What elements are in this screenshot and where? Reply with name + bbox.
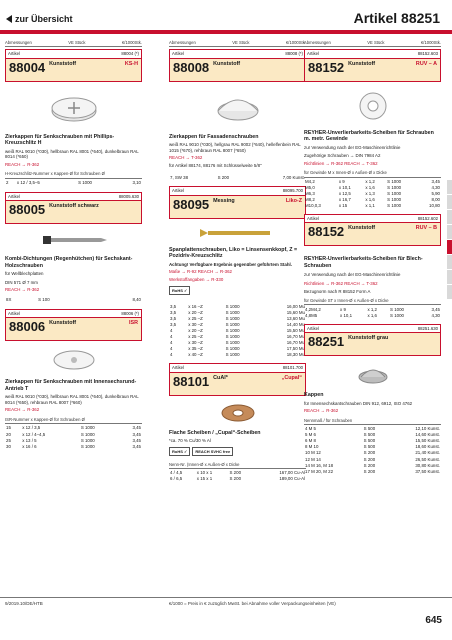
- text-label: S 1000: [80, 443, 95, 449]
- text-label: 7,00 Kunst.: [282, 174, 305, 180]
- article-box-88152-b[interactable]: [304, 214, 441, 246]
- text-label: €/1000Stk.: [420, 40, 441, 45]
- screw-image: [169, 225, 306, 241]
- text-label: 8,40: [132, 297, 141, 303]
- footer-edition: 9/2019.10/DE/HTB: [5, 601, 43, 606]
- cap-image: [304, 362, 441, 386]
- text-label: H-Kreuzschlitz-Nummer x Kappen-Ø für Schrauben Ø: [5, 170, 142, 178]
- text-label: 88005.630: [118, 193, 139, 199]
- type-code: KS-H: [124, 60, 138, 67]
- back-label: zur Übersicht: [15, 14, 73, 24]
- text-label: 12,10 Kunst.: [415, 426, 440, 432]
- table-row: [169, 352, 306, 358]
- text-label: x 10,1: [340, 312, 353, 318]
- text-label: Kunststoff schwarz: [49, 203, 99, 210]
- text-label: M10,0,3: [305, 203, 321, 209]
- back-to-overview-link[interactable]: [6, 14, 73, 24]
- text-label: Kunststoff: [348, 225, 376, 232]
- text-label: x 25 –Z: [188, 334, 203, 340]
- text-label: 88152: [308, 224, 345, 240]
- text-label: 37,50 Kunst.: [415, 468, 440, 474]
- text-label: x 35 –Z: [188, 346, 203, 352]
- text-label: x 13 / 5: [22, 437, 37, 443]
- text-label: M4,2: [305, 178, 315, 184]
- text-label[interactable]: Maße → R-92 REACH → R-362: [169, 269, 232, 275]
- text-label: 6 M 8: [305, 438, 316, 444]
- text-label: Artikel: [8, 51, 20, 57]
- text-label: S 1000: [225, 328, 240, 334]
- material: Kunststoff: [49, 60, 77, 67]
- table-row: [169, 476, 306, 482]
- text-label: 88101: [173, 373, 210, 389]
- text-label: x 1,6: [365, 184, 375, 190]
- text-label: x 10 x 1: [196, 470, 213, 476]
- table-row: [169, 174, 306, 180]
- text-label: 88251: [308, 333, 345, 349]
- text-label: DIN 571 Ø 7 mm: [5, 279, 38, 285]
- text-label: x 16 / 6: [22, 443, 37, 449]
- text-label: REYHER-Unverlierbarkeits-Scheiben für Schrauben m. metr. Gewinde: [304, 129, 434, 143]
- text-label: 18,30 Mu: [286, 352, 305, 358]
- text-label: VE Stück: [367, 40, 385, 45]
- section-title: Zierkappen für Senkschrauben mit Phillips-Kreuzschlitz H: [5, 133, 115, 147]
- text-label: 189,00 Cu-Al: [279, 476, 305, 482]
- text-label: S 1000: [387, 203, 402, 209]
- text-label: x 9: [340, 306, 346, 312]
- text-label: x 1,6: [367, 312, 377, 318]
- text-label: 4: [170, 340, 173, 346]
- text-label: €/1000Stk.: [285, 40, 306, 45]
- washer-image: [304, 88, 441, 124]
- text-label: für Gewinde ST x Innen-Ø x Außen-Ø x Dicke: [304, 297, 441, 305]
- text-label: zur Verwendung nach der EG-Maschinenrichtlinie: [304, 144, 401, 150]
- text-label: 88005: [9, 202, 46, 218]
- text-label: 4,30: [431, 184, 440, 190]
- text-label: S 200: [229, 476, 242, 482]
- reach-link[interactable]: REACH → R-362: [5, 161, 40, 167]
- text-label: 5,90: [431, 191, 440, 197]
- text-label: Artikel: [307, 216, 319, 222]
- text-label: 4,2M4,2: [305, 306, 321, 312]
- text-label: x 30 –Z: [188, 321, 203, 327]
- text-label: S 1000: [78, 179, 92, 185]
- text-label: 3,45: [132, 443, 141, 449]
- text-label: Artikel: [307, 51, 319, 57]
- cap-image: [169, 88, 306, 128]
- data-table: [304, 306, 441, 318]
- text-label: 17,50 Mu: [286, 346, 305, 352]
- text-label: Kunststoff: [213, 60, 241, 67]
- text-label[interactable]: REACH → R-362: [304, 408, 339, 414]
- text-label: S 1000: [387, 191, 402, 197]
- text-label: ISR: [129, 320, 138, 327]
- text-label: 167,00 Cu-Al: [279, 470, 305, 476]
- text-label: S 200: [363, 462, 376, 468]
- table-row: [5, 443, 142, 449]
- cap-image: [5, 88, 142, 128]
- text-label: Kunststoff: [348, 60, 376, 67]
- text-label: S 1000: [387, 178, 402, 184]
- text-label: x 20 –Z: [188, 328, 203, 334]
- text-label: Artikel: [8, 310, 20, 316]
- text-label: M8,2: [305, 197, 315, 203]
- text-label: 15,50 Kunst.: [415, 438, 440, 444]
- article-box-88101[interactable]: [169, 363, 306, 395]
- washer-image: [169, 402, 306, 424]
- text-label: 88152.602: [417, 216, 438, 222]
- text-label: 4: [170, 328, 173, 334]
- footer-price-note: €/1000 = Preis in € zuzüglich MwSt. bei Abnahme voller Verpackungseinheiten (VE): [169, 601, 336, 606]
- text-label: S 200: [363, 468, 376, 474]
- text-label: 3,5: [170, 315, 177, 321]
- text-label: S 1000: [225, 334, 240, 340]
- text-label: x 10,1: [338, 184, 351, 190]
- text-label: für Gewinde M x Innen-Ø x Außen-Ø x Dicke: [304, 169, 441, 177]
- page-title: Artikel 88251: [353, 10, 440, 26]
- rohs-badge: RoHS ✓: [169, 286, 190, 295]
- text-label: Abmessungen: [169, 40, 196, 45]
- text-label: 4,30: [431, 312, 440, 318]
- text-label: Messing: [213, 197, 235, 204]
- text-label: S 1000: [225, 309, 240, 315]
- text-label: Artikel: [8, 193, 20, 199]
- text-label: 8X: [6, 297, 12, 303]
- text-label: 88095.700: [282, 188, 303, 194]
- reach-link[interactable]: REACH → R-362: [5, 407, 40, 413]
- text-label: x 9: [338, 178, 345, 184]
- screw-image: [5, 230, 142, 250]
- text-label: 16,70 Mu: [286, 340, 305, 346]
- text-label: Flache Scheiben / „Cupal“-Scheiben: [169, 429, 261, 436]
- text-label: S 1000: [80, 437, 95, 443]
- text-label: 4,8M5: [305, 312, 318, 318]
- text-label: weiß RAL 9010 (*030), hellgrau RAL 9002 (*640), hellelfenbein RAL 1015 (*670), rehbraun RAL 8007 (*650): [169, 142, 301, 153]
- text-label: Zierkappen für Fassadenschrauben: [169, 133, 259, 140]
- article-number: 88004: [9, 59, 46, 75]
- text-label: x 16 –Z: [188, 303, 203, 309]
- article-box-88008[interactable]: [169, 49, 306, 81]
- text-label: 88152: [308, 59, 345, 75]
- text-label: S 200: [363, 456, 376, 462]
- text-label: x 1,2: [365, 178, 375, 184]
- text-label: 88251.630: [417, 325, 438, 331]
- text-label: 13,60 Mu: [286, 315, 305, 321]
- table-row: [304, 312, 441, 318]
- text-label: x 20 –Z: [188, 309, 203, 315]
- text-label: x 12 / 3,5–5: [16, 179, 40, 185]
- article-box-88095[interactable]: [169, 186, 306, 218]
- text-label: S 1000: [225, 340, 240, 346]
- text-label: 3,5: [170, 321, 177, 327]
- article-box-88005[interactable]: [5, 192, 142, 224]
- text-label: für Innensechskantschrauben DIN 912, 6912, ISO 4762: [304, 400, 413, 406]
- rohs-badge: RoHS ✓: [169, 447, 190, 456]
- text-label: 15,50 Mu: [286, 328, 305, 334]
- text-label: 3,45: [132, 425, 141, 431]
- arrow-left-icon: [6, 15, 12, 23]
- text-label: S 200: [363, 450, 376, 456]
- side-index-tabs[interactable]: [447, 180, 452, 300]
- text-label: RUV – A: [415, 60, 437, 67]
- text-label: 3,45: [132, 431, 141, 437]
- text-label: 30: [6, 443, 11, 449]
- text-label: 88008 (*): [285, 51, 303, 57]
- text-label: x 1,3: [365, 191, 375, 197]
- text-label: 3,45: [431, 178, 440, 184]
- data-table: [5, 180, 142, 186]
- text-label: €/1000Stk.: [121, 40, 142, 45]
- footer-rule: [0, 597, 452, 598]
- text-label: 5 M 6: [305, 432, 316, 438]
- text-label: weiß RAL 9010 (*030), hellbraun RAL 8001 (*640), dunkelbraun RAL 8014 (*650), rehbraun RAL 8007 (*660): [5, 394, 139, 405]
- text-label: 10 M 12: [305, 450, 321, 456]
- text-label: S 1000: [225, 352, 240, 358]
- text-label: Kunststoff: [49, 320, 77, 327]
- text-label: S 500: [363, 438, 376, 444]
- text-label: S 500: [363, 444, 376, 450]
- text-label: x 16,7: [338, 197, 351, 203]
- data-table: [169, 303, 306, 358]
- text-label: 26,50 Kunst.: [415, 456, 440, 462]
- text-label: Nennmaß / für Schrauben: [304, 417, 441, 425]
- text-label: 17 M 20, M 22: [305, 468, 334, 474]
- text-label: x 1,1: [365, 203, 375, 209]
- text-label: 15,60 Mu: [286, 309, 305, 315]
- text-label: 88152.603: [417, 51, 438, 57]
- text-label: 88095: [173, 196, 210, 212]
- data-table: [169, 470, 306, 482]
- text-label: 6 / 6,5: [170, 476, 183, 482]
- text-label: Kappen: [304, 391, 324, 398]
- text-label: 14,60 Kunst.: [415, 432, 440, 438]
- text-label: für Artikel 88174, 88176 mit Schlüsselweite 5/8": [169, 162, 262, 168]
- text-label: ISR-Nummer x Kappen-Ø für Schrauben Ø: [5, 416, 142, 424]
- text-label: 88006: [9, 319, 46, 335]
- text-label: S 1000: [80, 425, 95, 431]
- text-label: x 25 –Z: [188, 315, 203, 321]
- table-row: [5, 297, 142, 303]
- text-label: 3,5: [170, 309, 177, 315]
- text-label: S 1000: [390, 312, 404, 318]
- text-label: REYHER-Unverlierbarkeits-Scheiben für Blech-Schrauben: [304, 256, 423, 270]
- text-label: weiß RAL 9010 (*030), hellbraun RAL 8001 (*640), dunkelbraun RAL 8014 (*650): [5, 148, 139, 160]
- text-label: Artikel: [307, 325, 319, 331]
- article-box-88006[interactable]: [5, 309, 142, 341]
- cap-image: [5, 347, 142, 373]
- text-label: 88006 (*): [121, 310, 139, 316]
- reach-link[interactable]: REACH → R-362: [5, 287, 40, 293]
- text-label: M5,0: [305, 184, 315, 190]
- text-label: VE Stück: [68, 40, 86, 45]
- data-table: [5, 425, 142, 449]
- text-label[interactable]: Richtlinien → R-362 REACH → T-362: [304, 281, 378, 287]
- text-label: „Cupal“: [281, 374, 302, 381]
- text-label: 3,5: [170, 303, 177, 309]
- text-label: 3,45: [132, 437, 141, 443]
- text-label: Liko-Z: [285, 197, 302, 204]
- text-label: x 12,5: [338, 191, 351, 197]
- text-label: S 1000: [225, 303, 240, 309]
- article-box-88251[interactable]: [304, 324, 441, 356]
- text-label: S 500: [363, 426, 376, 432]
- text-label: S 1000: [225, 321, 240, 327]
- text-label: Kunststoff grau: [348, 334, 389, 341]
- text-label: S 1000: [390, 306, 404, 312]
- text-label: M6,3: [305, 191, 315, 197]
- text-label: Artikel: [172, 188, 184, 194]
- table-row: [5, 180, 142, 186]
- text-label: für Wellblechplatten: [5, 271, 44, 277]
- text-label: RUV – B: [415, 225, 437, 232]
- text-label: 88008: [173, 59, 210, 75]
- text-label: 4: [170, 346, 173, 352]
- text-label: 16,00 Mu: [286, 303, 305, 309]
- header-rule: [0, 30, 452, 34]
- text-label: x 30 –Z: [188, 340, 203, 346]
- table-row: [304, 468, 441, 474]
- text-label: S 500: [363, 432, 376, 438]
- text-label: 30,80 Kunst.: [415, 462, 440, 468]
- text-label: Spanplattenschrauben, Liko = Linsensenkkopf, Z = Pozidriv-Kreuzschlitz: [169, 246, 298, 260]
- text-label[interactable]: Werkstoffangaben → R-330: [169, 276, 224, 282]
- text-label: zur Verwendung nach der EG-Maschinenrichtlinie: [304, 271, 401, 277]
- table-row: [304, 203, 441, 209]
- text-label: Artikel: [172, 51, 184, 57]
- text-label: 4 / 4,5: [170, 470, 183, 476]
- text-label: *ca. 70 % Cu/30 % Al: [169, 438, 211, 444]
- text-label: 15: [6, 425, 11, 431]
- text-label: 10,80: [429, 203, 440, 209]
- column-3: [304, 40, 441, 475]
- text-label: 14,40 Mu: [286, 321, 305, 327]
- data-table: [304, 426, 441, 475]
- data-table: [304, 179, 441, 209]
- table-row: [304, 462, 441, 468]
- text-label: Abmessungen: [304, 40, 331, 45]
- reach-badge: REACH SVHC free: [192, 447, 233, 456]
- text-label: 88004 (*): [121, 51, 139, 57]
- reach-link[interactable]: REACH → T-362: [169, 155, 203, 161]
- column-header: [5, 40, 142, 47]
- text-label: 18,60 Kunst.: [415, 444, 440, 450]
- text-label: S 1000: [387, 197, 402, 203]
- text-label: 21,40 Kunst.: [415, 450, 440, 456]
- text-label: Zugehörige Schrauben → DIN 7984 A2: [304, 153, 381, 159]
- text-label: S 1000: [80, 431, 95, 437]
- column-2: [169, 40, 306, 482]
- article-box-88004[interactable]: [5, 49, 142, 81]
- text-label: Kombi-Dichtungen (Regenhütchen) für Sechskant-Holzschrauben: [5, 256, 133, 269]
- page-number: 645: [425, 615, 442, 626]
- text-label: x 15 x 1: [196, 476, 213, 482]
- text-label: S 1000: [225, 315, 240, 321]
- article-box-88152-a[interactable]: [304, 49, 441, 81]
- text-label: 4: [170, 352, 173, 358]
- text-label: S 200: [229, 470, 242, 476]
- text-label: x 1,6: [365, 197, 375, 203]
- text-label: Achtung! Verfügbare Ergebnis gegenüber geführtem Stahl.: [169, 261, 292, 267]
- text-label: S 1000: [225, 346, 240, 352]
- text-label: Artikel: [172, 365, 184, 371]
- text-label: CuAl*: [213, 374, 228, 381]
- text-label: 4 M 5: [305, 426, 316, 432]
- text-label: 25: [6, 437, 11, 443]
- text-label: x 1,2: [367, 306, 377, 312]
- text-label: 12 M 14: [305, 456, 321, 462]
- text-label: S 1000: [387, 184, 402, 190]
- text-label: x 40 –Z: [188, 352, 203, 358]
- column-1: [5, 40, 142, 450]
- text-label: S 200: [217, 174, 230, 180]
- text-label: 3,45: [431, 306, 440, 312]
- text-label: VE Stück: [232, 40, 250, 45]
- text-label: 4: [170, 334, 173, 340]
- text-label: 3,10: [132, 179, 141, 185]
- text-label: 7, SW 38: [170, 174, 189, 180]
- text-label: S 100: [38, 297, 50, 303]
- text-label: 16,70 Mu: [286, 334, 305, 340]
- text-label: 8,00: [431, 197, 440, 203]
- text-label: x 15: [338, 203, 348, 209]
- text-label: 8 M 10: [305, 444, 319, 450]
- text-label: 88101.700: [282, 365, 303, 371]
- text-label: 2: [6, 179, 9, 185]
- text-label: 20: [6, 431, 11, 437]
- text-label[interactable]: Richtlinien → R-362 REACH → T-362: [304, 160, 378, 166]
- text-label: Bezugnorm nach R 88152 Form A: [304, 288, 371, 294]
- text-label: Abmessungen: [5, 40, 32, 45]
- text-label: x 12 / 4–4,5: [22, 431, 46, 437]
- text-label: 14 M 16, M 18: [305, 462, 334, 468]
- text-label: Nenn-Nr. (Innen-Ø x Außen-Ø x Dicke: [169, 461, 306, 469]
- text-label: Zierkappen für Senkschrauben mit Innensechsrund-Antrieb T: [5, 379, 137, 392]
- text-label: x 12 / 3,5: [22, 425, 41, 431]
